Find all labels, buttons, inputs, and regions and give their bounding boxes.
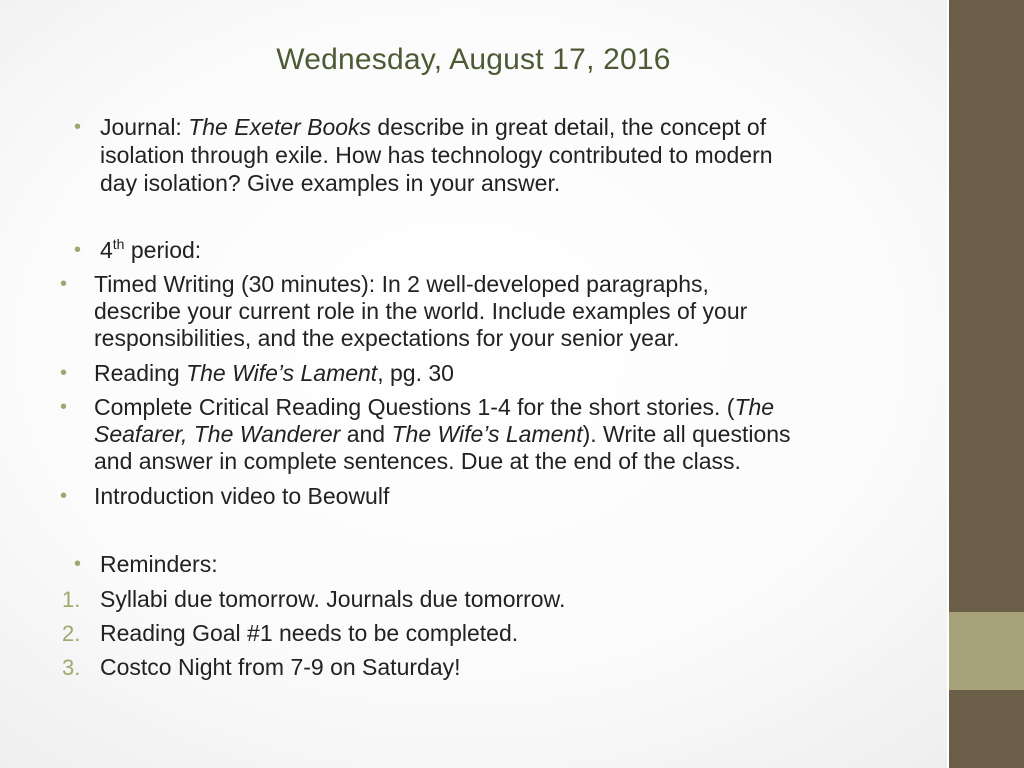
period-heading [100,237,201,264]
journal-label: Journal: [100,114,189,140]
journal-line-1 [100,114,766,141]
sidebar-bar [947,0,1024,768]
critical-text-1: Complete Critical Reading Questions 1-4 for the short stories. ( [94,394,735,420]
period-label: period: [124,237,202,263]
critical-line-1 [94,394,774,421]
bullet-reminders: • [74,553,82,575]
intro-video-line: Introduction video to Beowulf [94,483,390,509]
bullet-reading: • [60,362,68,384]
reading-title: The Wife’s Lament [186,360,378,386]
reminder-number-1: 1. [62,587,81,612]
critical-line-2 [94,421,791,448]
reminder-item-1: Syllabi due tomorrow. Journals due tomorrow. [100,586,566,612]
reading-line [94,360,454,387]
timed-writing-line-1: Timed Writing (30 minutes): In 2 well-developed paragraphs, [94,271,709,297]
critical-italic-3: The Wife’s Lament [391,421,583,447]
period-number: 4 [100,237,113,263]
critical-italic-2: Seafarer, The Wanderer [94,421,341,447]
bullet-period: • [74,239,82,261]
sidebar-accent-block [949,612,1024,690]
critical-italic-1: The [734,394,775,420]
period-suffix: th [112,236,125,252]
reminder-item-3: Costco Night from 7-9 on Saturday! [100,654,461,680]
critical-text-2: ). Write all questions [582,421,791,447]
critical-and: and [340,421,392,447]
bullet-critical-reading: • [60,396,68,418]
journal-book-title: The Exeter Books [188,114,372,140]
reminder-number-3: 3. [62,655,81,680]
reading-prefix: Reading [94,360,187,386]
journal-text: describe in great detail, the concept of [371,114,767,140]
journal-line-3: day isolation? Give examples in your answer. [100,170,561,196]
critical-line-3: and answer in complete sentences. Due at the end of the class. [94,448,741,474]
reminder-item-2: Reading Goal #1 needs to be completed. [100,620,519,646]
reminder-number-2: 2. [62,621,81,646]
timed-writing-line-2: describe your current role in the world. Include examples of your [94,298,748,324]
journal-line-2: isolation through exile. How has technology contributed to modern [100,142,773,168]
timed-writing-line-3: responsibilities, and the expectations for your senior year. [94,325,680,351]
reminders-heading: Reminders: [100,551,218,577]
reading-suffix: , pg. 30 [377,360,454,386]
bullet-journal: • [74,116,82,138]
bullet-timed-writing: • [60,273,68,295]
slide-title: Wednesday, August 17, 2016 [276,43,671,76]
bullet-intro-video: • [60,485,68,507]
